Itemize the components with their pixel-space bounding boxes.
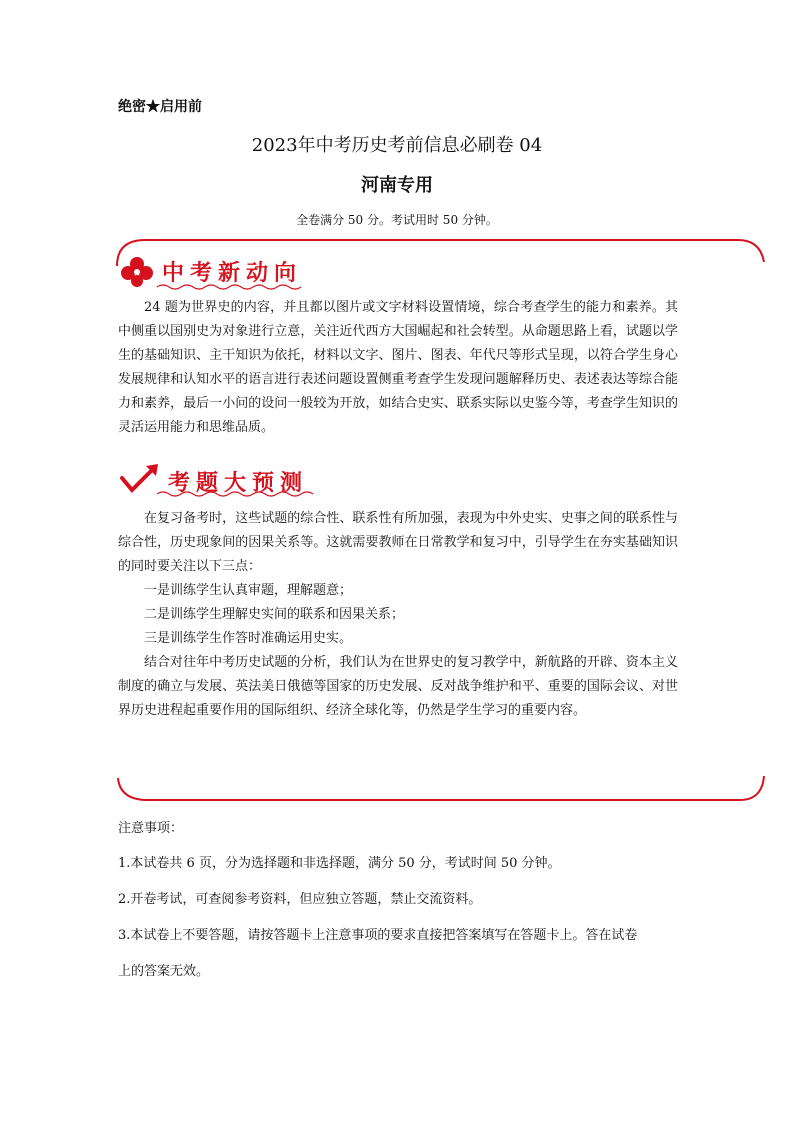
document-subtitle: 河南专用 — [361, 175, 433, 196]
trends-paragraph: 24 题为世界史的内容，并且都以图片或文字材料设置情境，综合考查学生的能力和素养。其中侧重以国别史为对象进行立意，关注近代西方大国崛起和社会转型。从命题思路上看，试题以学生的基础知识、主干知识为依托，材料以文字、图片、图表、年代尺等形式呈现，以符合学生身心发展规律和认知水平的语言进行表述问题设置侧重考查学生发现问题解释历史、表述表达等综合能力和素养，最后一小问的设问一般较为开放，如结合史实、联系实际以史鉴今等，考查学生知识的灵活运用能力和思维品质。 — [118, 300, 678, 435]
note-item: 上的答案无效。 — [118, 964, 210, 979]
note-item: 2.开卷考试，可查阅参考资料，但应独立答题，禁止交流资料。 — [118, 892, 482, 907]
prediction-block — [118, 507, 678, 723]
prediction-point: 三是训练学生作答时准确运用史实。 — [144, 631, 353, 646]
note-item: 1.本试卷共 6 页，分为选择题和非选择题，满分 50 分，考试时间 50 分钟。 — [118, 856, 561, 871]
prediction-point: 二是训练学生理解史实间的联系和因果关系； — [144, 607, 405, 622]
note-item: 3.本试卷上不要答题，请按答题卡上注意事项的要求直接把答案填写在答题卡上。答在试卷 — [118, 928, 638, 943]
prediction-point: 一是训练学生认真审题，理解题意； — [144, 583, 353, 598]
section-heading-trends: 中考新动向 — [162, 260, 303, 286]
clover-icon — [118, 255, 156, 289]
document-title: 2023年中考历史考前信息必刷卷 04 — [251, 135, 543, 156]
arrow-up-icon — [118, 462, 162, 498]
section-heading-prediction: 考题大预测 — [168, 470, 309, 496]
prediction-conclusion: 结合对往年中考历史试题的分析，我们认为在世界史的复习教学中，新航路的开辟、资本主义制度的确立与发展、英法美日俄德等国家的历史发展、反对战争维护和平、重要的国际会议、对世界历史进程起重要作用的国际组织、经济全球化等，仍然是学生学习的重要内容。 — [118, 655, 678, 718]
prediction-intro: 在复习备考时，这些试题的综合性、联系性有所加强，表现为中外史实、史事之间的联系性与综合性，历史现象间的因果关系等。这就需要教师在日常教学和复习中，引导学生在夯实基础知识的同时要关注以下三点： — [118, 511, 678, 574]
exam-info: 全卷满分 50 分。考试用时 50 分钟。 — [296, 213, 498, 227]
notes-title: 注意事项： — [118, 821, 184, 836]
notes-section — [118, 817, 698, 987]
confidential-label: 绝密★启用前 — [118, 99, 202, 115]
